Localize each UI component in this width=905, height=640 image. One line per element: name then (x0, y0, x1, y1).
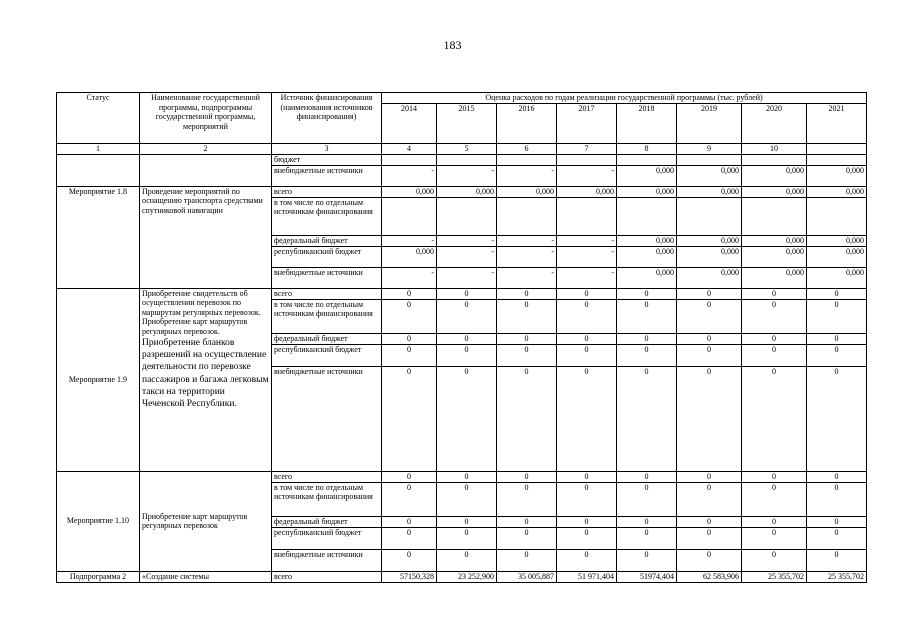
value-cell: - (557, 235, 617, 246)
col-number: 6 (497, 144, 557, 155)
header-year: 2019 (677, 104, 742, 144)
value-cell: 0,000 (617, 186, 677, 197)
header-row (57, 93, 867, 104)
value-cell: - (557, 165, 617, 186)
source-cell: всего (272, 471, 382, 482)
header-year: 2020 (742, 104, 807, 144)
measure-name-part: Приобретение бланков разрешений на осуществление деятельности по перевозке пассажиров и багажа легковым такси на территории Чеченской Республики. (142, 337, 269, 410)
value-cell: - (437, 246, 497, 267)
col-number: 9 (677, 144, 742, 155)
value-cell: 0 (677, 344, 742, 366)
value-cell: 0 (382, 527, 437, 549)
value-cell: 0 (807, 549, 867, 571)
value-cell (557, 197, 617, 235)
header-year: 2017 (557, 104, 617, 144)
value-cell: 51974,404 (617, 571, 677, 582)
value-cell: 0 (742, 333, 807, 344)
header-name: Наименование государственной программы, подпрограммы государственной программы, мероприятий (140, 93, 272, 144)
value-cell: 0 (807, 516, 867, 527)
value-cell: 0 (437, 288, 497, 299)
value-cell (382, 154, 437, 165)
value-cell: 0 (742, 366, 807, 471)
measure-name-part: Приобретение свидетельств об осуществлении перевозок по маршрутам регулярных перевозок. (142, 288, 261, 317)
col-number: 10 (742, 144, 807, 155)
value-cell: 0 (677, 299, 742, 333)
value-cell: 0,000 (617, 267, 677, 288)
value-cell: 0 (807, 299, 867, 333)
value-cell: 0,000 (677, 267, 742, 288)
value-cell: 0,000 (497, 186, 557, 197)
value-cell: 0,000 (742, 267, 807, 288)
value-cell (617, 197, 677, 235)
value-cell: 0 (807, 527, 867, 549)
value-cell: 0 (677, 527, 742, 549)
source-cell: внебюджетные источники (272, 165, 382, 186)
status-cell: Подпрограмма 2 (57, 571, 140, 582)
value-cell: 0 (557, 482, 617, 516)
value-cell: 0 (617, 549, 677, 571)
value-cell: 0 (807, 288, 867, 299)
source-cell: в том числе по отдельным источникам финансирования (272, 482, 382, 516)
value-cell: 51 971,404 (557, 571, 617, 582)
value-cell: 0,000 (742, 165, 807, 186)
value-cell: 0 (382, 366, 437, 471)
value-cell: 0 (557, 516, 617, 527)
value-cell: - (497, 165, 557, 186)
source-cell: республиканский бюджет (272, 246, 382, 267)
header-costs: Оценка расходов по годам реализации государственной программы (тыс. рублей) (382, 93, 867, 104)
value-cell: 0 (437, 344, 497, 366)
source-cell: в том числе по отдельным источникам финансирования (272, 197, 382, 235)
value-cell: 0 (437, 366, 497, 471)
source-cell: внебюджетные источники (272, 267, 382, 288)
col-number: 5 (437, 144, 497, 155)
value-cell: 0 (677, 482, 742, 516)
value-cell: 0 (742, 471, 807, 482)
source-cell: федеральный бюджет (272, 333, 382, 344)
value-cell (807, 197, 867, 235)
table-body (57, 93, 867, 583)
value-cell: 0,000 (742, 235, 807, 246)
value-cell: 0 (742, 344, 807, 366)
header-year: 2018 (617, 104, 677, 144)
budget-table (56, 92, 867, 583)
value-cell: 0,000 (807, 235, 867, 246)
value-cell: 0 (807, 333, 867, 344)
value-cell: 0 (807, 482, 867, 516)
value-cell: 0 (617, 299, 677, 333)
value-cell: 0,000 (677, 186, 742, 197)
value-cell: - (497, 235, 557, 246)
status-cell: Мероприятие 1.9 (57, 288, 140, 471)
name-cell (140, 288, 272, 471)
source-cell: федеральный бюджет (272, 516, 382, 527)
source-cell: бюджет (272, 154, 382, 165)
value-cell: 0 (617, 482, 677, 516)
value-cell: - (557, 267, 617, 288)
value-cell: 0,000 (617, 246, 677, 267)
value-cell: 0,000 (382, 186, 437, 197)
header-source: Источник финансирования (наименования источников финансирования) (272, 93, 382, 144)
value-cell: 0 (677, 516, 742, 527)
value-cell (437, 197, 497, 235)
value-cell: - (497, 267, 557, 288)
col-number (807, 144, 867, 155)
value-cell: 0 (677, 333, 742, 344)
status-cell: Мероприятие 1.8 (57, 186, 140, 288)
value-cell: 0 (557, 549, 617, 571)
value-cell: 0 (742, 299, 807, 333)
value-cell: 0 (557, 288, 617, 299)
value-cell: 25 355,702 (807, 571, 867, 582)
value-cell: 0 (557, 344, 617, 366)
col-number: 1 (57, 144, 140, 155)
table-row (57, 471, 867, 482)
value-cell: - (382, 235, 437, 246)
header-year: 2016 (497, 104, 557, 144)
value-cell: 0 (497, 527, 557, 549)
value-cell: 0 (742, 516, 807, 527)
value-cell: 0 (742, 482, 807, 516)
col-number: 8 (617, 144, 677, 155)
value-cell: 0 (617, 344, 677, 366)
value-cell: 0 (557, 333, 617, 344)
value-cell (807, 154, 867, 165)
value-cell: 0 (382, 333, 437, 344)
value-cell: 0,000 (807, 165, 867, 186)
col-number: 2 (140, 144, 272, 155)
value-cell: 0 (677, 471, 742, 482)
source-cell: республиканский бюджет (272, 527, 382, 549)
header-status: Статус (57, 93, 140, 144)
value-cell: 0 (497, 344, 557, 366)
value-cell: 0 (557, 366, 617, 471)
header-year: 2014 (382, 104, 437, 144)
status-cell: Мероприятие 1.10 (57, 471, 140, 571)
value-cell: 0 (382, 482, 437, 516)
value-cell: 0 (382, 471, 437, 482)
value-cell (677, 197, 742, 235)
value-cell: 0 (677, 549, 742, 571)
value-cell: 0 (382, 299, 437, 333)
source-cell: внебюджетные источники (272, 549, 382, 571)
value-cell: - (497, 246, 557, 267)
value-cell (617, 154, 677, 165)
value-cell: 0 (437, 516, 497, 527)
value-cell: 0,000 (677, 235, 742, 246)
value-cell: 0,000 (807, 246, 867, 267)
value-cell: 0,000 (617, 235, 677, 246)
value-cell: 0 (437, 299, 497, 333)
table-row (57, 154, 867, 165)
header-year: 2021 (807, 104, 867, 144)
value-cell: 0,000 (677, 165, 742, 186)
value-cell: - (382, 267, 437, 288)
value-cell: 0 (497, 549, 557, 571)
value-cell (497, 154, 557, 165)
source-cell: всего (272, 571, 382, 582)
value-cell: 0 (437, 471, 497, 482)
value-cell: 0 (617, 333, 677, 344)
value-cell: 0 (617, 471, 677, 482)
value-cell: 0 (382, 516, 437, 527)
value-cell: 0 (437, 549, 497, 571)
value-cell: - (437, 267, 497, 288)
value-cell: 0 (497, 288, 557, 299)
value-cell: 35 005,887 (497, 571, 557, 582)
value-cell: 0 (497, 299, 557, 333)
source-cell: республиканский бюджет (272, 344, 382, 366)
column-number-row (57, 144, 867, 155)
page-number: 183 (443, 38, 462, 52)
value-cell: 0 (742, 288, 807, 299)
value-cell: 0 (807, 471, 867, 482)
header-year: 2015 (437, 104, 497, 144)
value-cell: 57150,328 (382, 571, 437, 582)
name-cell: Проведение мероприятий по оснащению транспорта средствами спутниковой навигации (140, 186, 272, 288)
value-cell: 0 (382, 344, 437, 366)
value-cell: 25 355,702 (742, 571, 807, 582)
value-cell: 0 (557, 527, 617, 549)
table-row (57, 288, 867, 299)
value-cell: 0 (807, 344, 867, 366)
value-cell: 0,000 (742, 246, 807, 267)
value-cell: 0 (497, 366, 557, 471)
value-cell: 0,000 (617, 165, 677, 186)
value-cell: 62 583,906 (677, 571, 742, 582)
col-number: 7 (557, 144, 617, 155)
value-cell: 0,000 (382, 246, 437, 267)
name-cell: «Создание системы (140, 571, 272, 582)
value-cell: 0,000 (437, 186, 497, 197)
value-cell: 0 (437, 482, 497, 516)
value-cell (437, 154, 497, 165)
value-cell (382, 197, 437, 235)
value-cell: - (437, 235, 497, 246)
value-cell (557, 154, 617, 165)
value-cell: 0 (382, 549, 437, 571)
name-cell: Приобретение карт маршрутов регулярных перевозок (140, 471, 272, 571)
value-cell (677, 154, 742, 165)
value-cell: 0,000 (807, 267, 867, 288)
value-cell: 0 (497, 333, 557, 344)
value-cell: 0 (617, 288, 677, 299)
value-cell: 0 (557, 299, 617, 333)
value-cell (497, 197, 557, 235)
value-cell: 0,000 (742, 186, 807, 197)
value-cell: 0 (497, 482, 557, 516)
value-cell: 0 (677, 366, 742, 471)
value-cell (742, 197, 807, 235)
value-cell: 0,000 (677, 246, 742, 267)
status-cell (57, 154, 140, 186)
value-cell: 0 (617, 527, 677, 549)
name-cell (140, 154, 272, 186)
value-cell: 0 (807, 366, 867, 471)
measure-name-part: Приобретение карт маршрутов регулярных перевозок. (142, 317, 248, 336)
value-cell: 0 (742, 549, 807, 571)
value-cell (742, 154, 807, 165)
value-cell: 0 (497, 516, 557, 527)
value-cell: 0 (497, 471, 557, 482)
source-cell: внебюджетные источники (272, 366, 382, 471)
value-cell: 0,000 (807, 186, 867, 197)
value-cell: 0 (742, 527, 807, 549)
value-cell: 0 (437, 527, 497, 549)
source-cell: всего (272, 288, 382, 299)
col-number: 3 (272, 144, 382, 155)
table-row (57, 571, 867, 582)
value-cell: 0,000 (557, 186, 617, 197)
value-cell: 0 (617, 516, 677, 527)
col-number: 4 (382, 144, 437, 155)
value-cell: - (557, 246, 617, 267)
table-row (57, 186, 867, 197)
source-cell: федеральный бюджет (272, 235, 382, 246)
value-cell: 0 (437, 333, 497, 344)
value-cell: 23 252,900 (437, 571, 497, 582)
value-cell: 0 (677, 288, 742, 299)
value-cell: - (437, 165, 497, 186)
value-cell: 0 (382, 288, 437, 299)
value-cell: 0 (617, 366, 677, 471)
value-cell: 0 (557, 471, 617, 482)
source-cell: всего (272, 186, 382, 197)
source-cell: в том числе по отдельным источникам финансирования (272, 299, 382, 333)
value-cell: - (382, 165, 437, 186)
